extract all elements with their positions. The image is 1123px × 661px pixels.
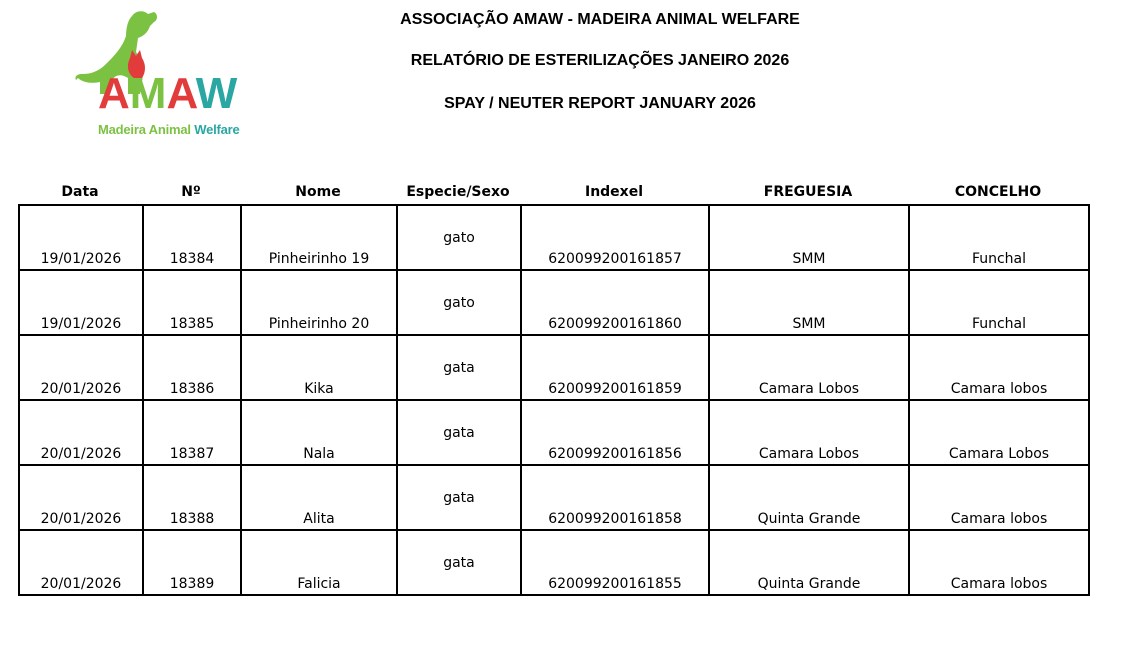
cell-indexel bbox=[521, 335, 709, 400]
cell-concelho-text: Funchal bbox=[971, 316, 1027, 332]
cell-num-text: 18386 bbox=[169, 381, 215, 397]
cell-freguesia-text: SMM bbox=[792, 316, 826, 332]
table-row bbox=[19, 400, 1089, 465]
table-row bbox=[19, 205, 1089, 270]
title-association: ASSOCIAÇÃO AMAW - MADEIRA ANIMAL WELFARE bbox=[400, 11, 800, 28]
cell-nome-text: Pinheirinho 19 bbox=[268, 251, 370, 267]
cell-indexel bbox=[521, 465, 709, 530]
cell-freguesia-text: Camara Lobos bbox=[758, 381, 860, 397]
cell-data-text: 20/01/2026 bbox=[40, 446, 122, 462]
header-num: Nº bbox=[181, 184, 201, 200]
cell-freguesia bbox=[709, 270, 909, 335]
cell-data bbox=[19, 335, 143, 400]
cell-concelho bbox=[909, 530, 1089, 595]
cell-indexel-text: 620099200161857 bbox=[548, 251, 682, 267]
cell-especie-text: gata bbox=[443, 490, 475, 506]
cell-nome-text: Pinheirinho 20 bbox=[268, 316, 370, 332]
header-freguesia: FREGUESIA bbox=[763, 184, 853, 200]
cell-data bbox=[19, 270, 143, 335]
table-row bbox=[19, 465, 1089, 530]
cell-num bbox=[143, 270, 241, 335]
cell-freguesia-text: Quinta Grande bbox=[757, 511, 861, 527]
cell-freguesia bbox=[709, 205, 909, 270]
cell-num bbox=[143, 530, 241, 595]
cell-indexel-text: 620099200161856 bbox=[548, 446, 682, 462]
cell-especie bbox=[397, 400, 521, 465]
cell-indexel bbox=[521, 205, 709, 270]
cell-data-text: 19/01/2026 bbox=[40, 316, 122, 332]
cell-freguesia-text: Camara Lobos bbox=[758, 446, 860, 462]
header-data: Data bbox=[61, 184, 99, 200]
logo-text: AMAW bbox=[98, 69, 238, 118]
cell-freguesia bbox=[709, 335, 909, 400]
cell-especie-text: gato bbox=[443, 230, 475, 246]
table-header-row bbox=[18, 184, 1088, 204]
cell-concelho bbox=[909, 465, 1089, 530]
cell-concelho-text: Camara lobos bbox=[950, 576, 1048, 592]
cell-data-text: 20/01/2026 bbox=[40, 576, 122, 592]
cell-indexel bbox=[521, 530, 709, 595]
cell-num-text: 18387 bbox=[169, 446, 215, 462]
amaw-logo bbox=[70, 8, 260, 143]
cell-nome-text: Kika bbox=[304, 381, 334, 397]
cell-nome bbox=[241, 270, 397, 335]
header-especie: Especie/Sexo bbox=[406, 184, 510, 200]
header-nome: Nome bbox=[295, 184, 341, 200]
cell-num bbox=[143, 205, 241, 270]
cell-nome bbox=[241, 335, 397, 400]
cell-data-text: 19/01/2026 bbox=[40, 251, 122, 267]
cell-indexel-text: 620099200161858 bbox=[548, 511, 682, 527]
cell-indexel-text: 620099200161855 bbox=[548, 576, 682, 592]
cell-especie bbox=[397, 335, 521, 400]
table-body bbox=[19, 205, 1089, 595]
cell-especie bbox=[397, 530, 521, 595]
cell-nome-text: Alita bbox=[303, 511, 335, 527]
dog-cat-silhouette-icon bbox=[70, 8, 260, 118]
sterilization-table bbox=[18, 204, 1090, 596]
cell-data bbox=[19, 530, 143, 595]
cell-concelho-text: Camara lobos bbox=[950, 381, 1048, 397]
cell-data-text: 20/01/2026 bbox=[40, 511, 122, 527]
title-report-pt: RELATÓRIO DE ESTERILIZAÇÕES JANEIRO 2026 bbox=[410, 52, 790, 69]
cell-data bbox=[19, 205, 143, 270]
cell-especie-text: gata bbox=[443, 360, 475, 376]
cell-concelho-text: Camara lobos bbox=[950, 511, 1048, 527]
cell-indexel-text: 620099200161860 bbox=[548, 316, 682, 332]
cell-concelho bbox=[909, 205, 1089, 270]
cell-nome-text: Falicia bbox=[297, 576, 341, 592]
cell-num bbox=[143, 465, 241, 530]
table-row bbox=[19, 530, 1089, 595]
cell-num bbox=[143, 400, 241, 465]
cell-concelho-text: Funchal bbox=[971, 251, 1027, 267]
cell-data-text: 20/01/2026 bbox=[40, 381, 122, 397]
table-row bbox=[19, 270, 1089, 335]
cell-especie bbox=[397, 270, 521, 335]
cell-nome bbox=[241, 465, 397, 530]
header-concelho: CONCELHO bbox=[954, 184, 1042, 200]
logo-subtitle: Madeira Animal Welfare bbox=[98, 122, 240, 137]
title-report-en: SPAY / NEUTER REPORT JANUARY 2026 bbox=[444, 95, 756, 112]
cell-concelho-text: Camara Lobos bbox=[948, 446, 1050, 462]
cell-num bbox=[143, 335, 241, 400]
cell-especie bbox=[397, 465, 521, 530]
cell-nome bbox=[241, 400, 397, 465]
header-indexel: Indexel bbox=[584, 184, 644, 200]
cell-especie-text: gata bbox=[443, 425, 475, 441]
cell-concelho bbox=[909, 270, 1089, 335]
cell-concelho bbox=[909, 335, 1089, 400]
cell-especie-text: gata bbox=[443, 555, 475, 571]
cell-freguesia-text: Quinta Grande bbox=[757, 576, 861, 592]
cell-nome-text: Nala bbox=[303, 446, 335, 462]
cell-num-text: 18385 bbox=[169, 316, 215, 332]
table-row bbox=[19, 335, 1089, 400]
cell-especie-text: gato bbox=[443, 295, 475, 311]
cell-indexel bbox=[521, 270, 709, 335]
cell-freguesia bbox=[709, 530, 909, 595]
cell-num-text: 18388 bbox=[169, 511, 215, 527]
cell-indexel bbox=[521, 400, 709, 465]
cell-freguesia-text: SMM bbox=[792, 251, 826, 267]
cell-nome bbox=[241, 205, 397, 270]
cell-concelho bbox=[909, 400, 1089, 465]
cell-num-text: 18384 bbox=[169, 251, 215, 267]
cell-freguesia bbox=[709, 465, 909, 530]
cell-data bbox=[19, 400, 143, 465]
cell-data bbox=[19, 465, 143, 530]
cell-num-text: 18389 bbox=[169, 576, 215, 592]
cell-freguesia bbox=[709, 400, 909, 465]
cell-nome bbox=[241, 530, 397, 595]
cell-indexel-text: 620099200161859 bbox=[548, 381, 682, 397]
cell-especie bbox=[397, 205, 521, 270]
